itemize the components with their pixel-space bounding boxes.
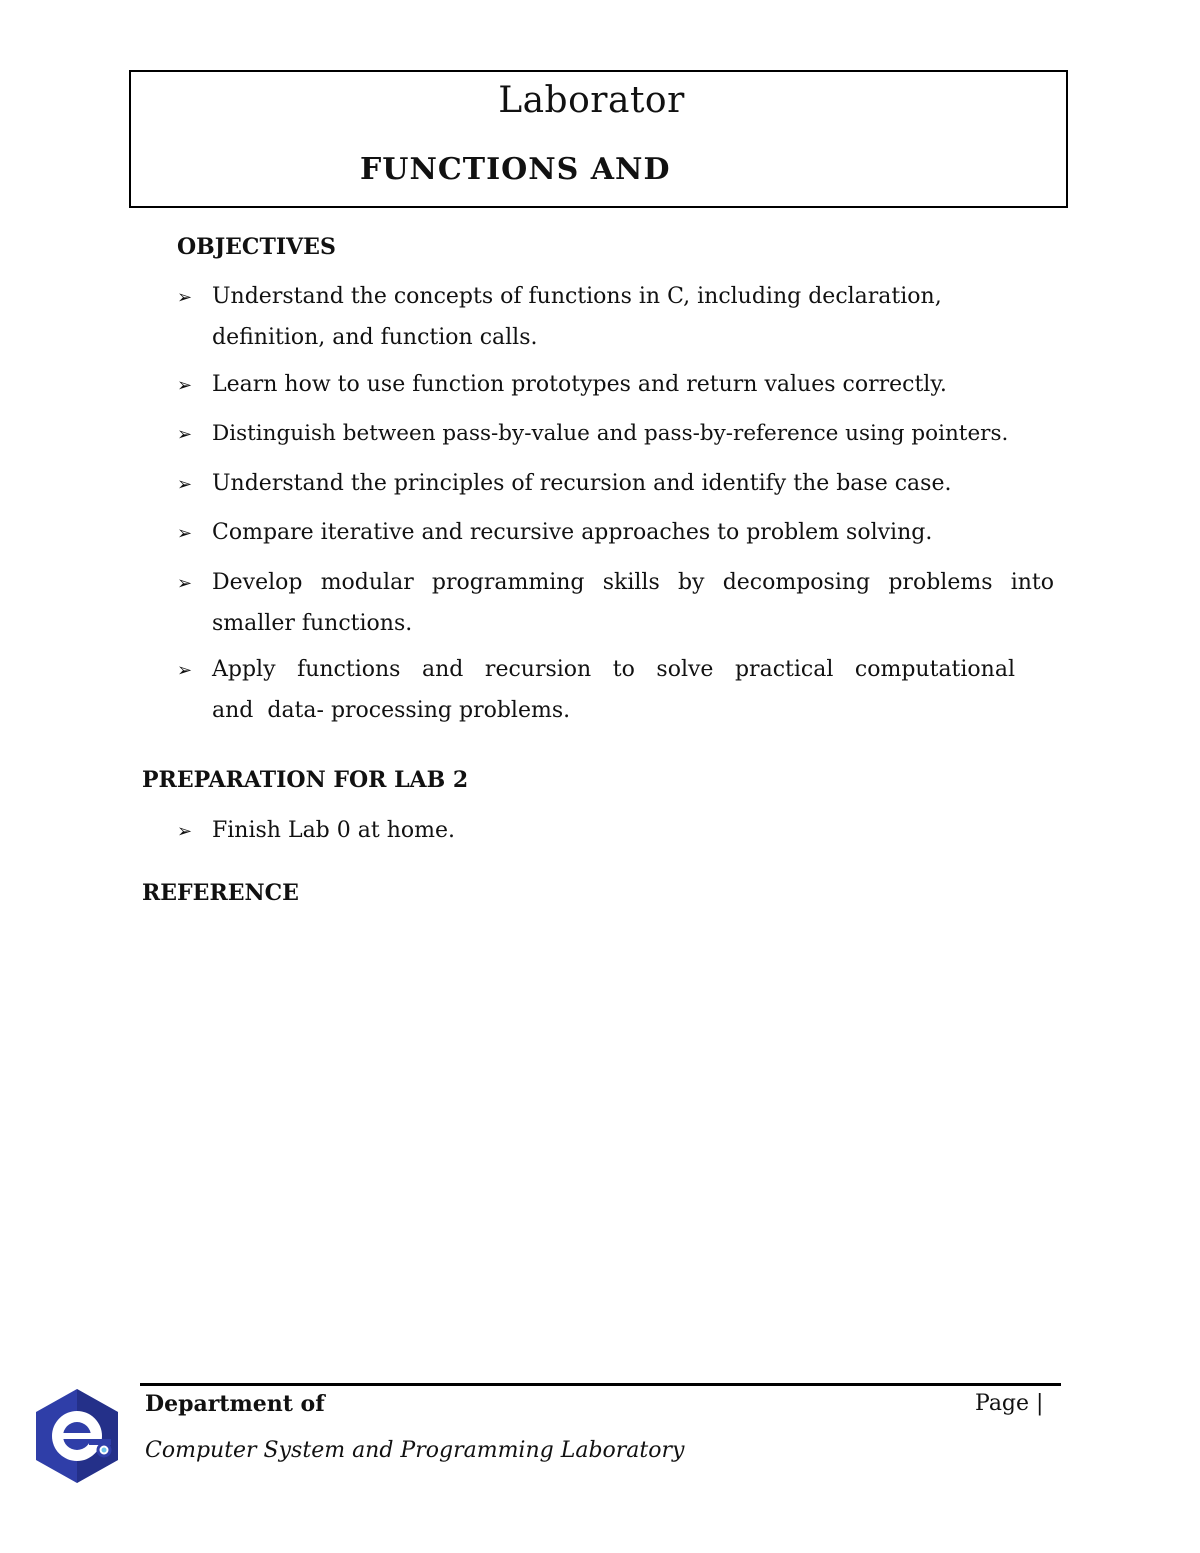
arrowhead-bullet-icon: ➢ [177, 821, 193, 842]
objective-text: Apply functions and recursion to solve practical computational [212, 657, 1015, 682]
arrowhead-bullet-icon: ➢ [177, 474, 193, 495]
objective-text-continued: and data- processing problems. [212, 698, 571, 723]
footer-department: Department of [145, 1391, 325, 1417]
objective-text: Develop modular programming skills by decomposing problems into [212, 570, 1054, 595]
arrowhead-bullet-icon: ➢ [177, 375, 193, 396]
arrowhead-bullet-icon: ➢ [177, 287, 193, 308]
arrowhead-bullet-icon: ➢ [177, 523, 193, 544]
footer-divider [140, 1383, 1061, 1386]
objective-text-continued: smaller functions. [212, 611, 413, 636]
footer-page-number: Page | [975, 1391, 1044, 1416]
objective-text: Learn how to use function prototypes and return values correctly. [212, 372, 947, 397]
lab-title: Laborator [498, 80, 685, 121]
objective-text: Understand the concepts of functions in C, including declaration, [212, 284, 942, 309]
objectives-heading: OBJECTIVES [177, 234, 336, 260]
arrowhead-bullet-icon: ➢ [177, 660, 193, 681]
department-logo [34, 1387, 120, 1485]
footer-lab-name: Computer System and Programming Laboratory [145, 1438, 685, 1463]
objective-text: Distinguish between pass-by-value and pass-by-reference using pointers. [212, 421, 1009, 446]
reference-heading: REFERENCE [142, 880, 299, 906]
arrowhead-bullet-icon: ➢ [177, 573, 193, 594]
objective-text-continued: definition, and function calls. [212, 325, 538, 350]
preparation-heading: PREPARATION FOR LAB 2 [142, 767, 469, 793]
preparation-text: Finish Lab 0 at home. [212, 818, 455, 843]
arrowhead-bullet-icon: ➢ [177, 424, 193, 445]
lab-subtitle: FUNCTIONS AND [360, 152, 671, 187]
title-box [129, 70, 1068, 208]
objective-text: Compare iterative and recursive approaches to problem solving. [212, 520, 933, 545]
objective-text: Understand the principles of recursion and identify the base case. [212, 471, 952, 496]
